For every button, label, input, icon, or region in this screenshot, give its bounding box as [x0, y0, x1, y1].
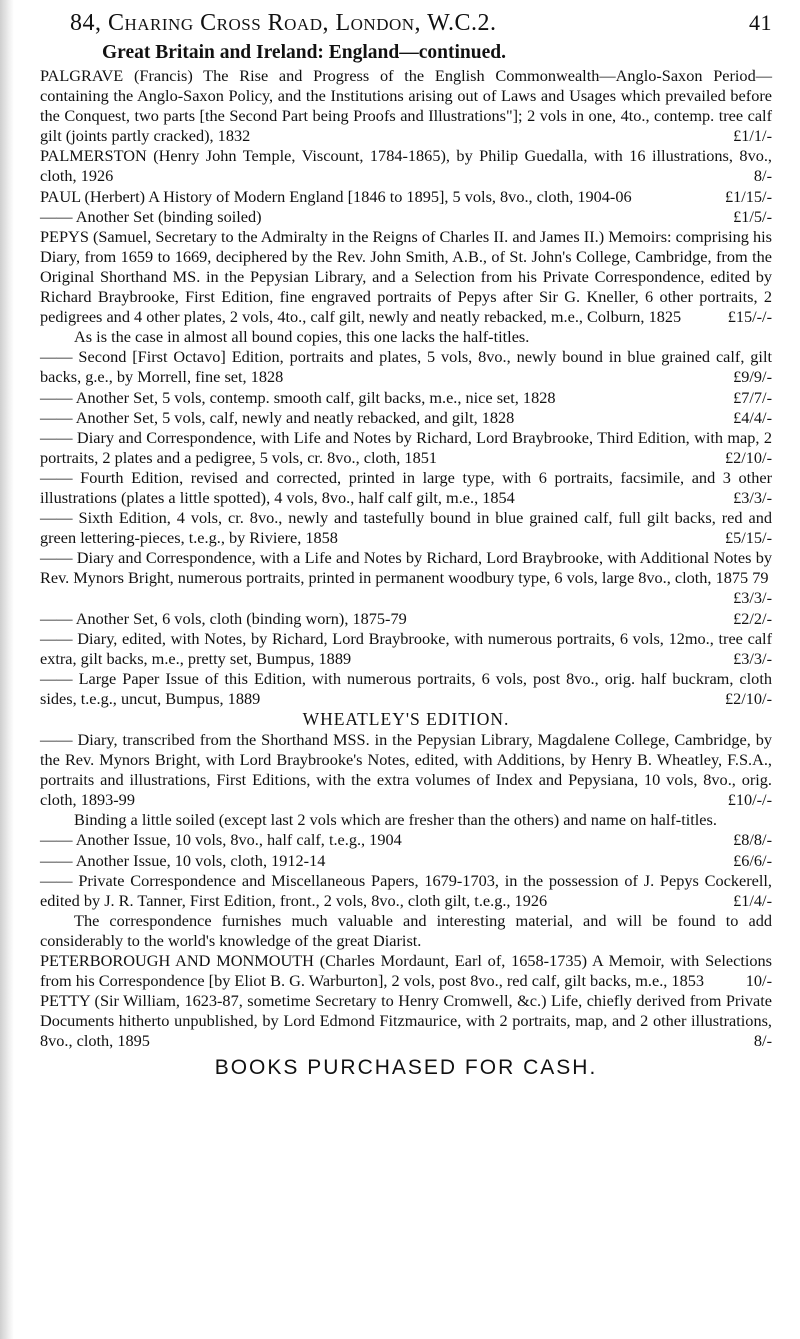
entry-price: £5/15/-	[724, 528, 772, 548]
entry-price: 8/-	[753, 1031, 772, 1051]
catalogue-entry	[40, 408, 772, 428]
entry-description: As is the case in almost all bound copies, this one lacks the half-titles.	[74, 327, 530, 347]
entry-description: —— Diary and Correspondence, with a Life and Notes by Richard, Lord Braybrooke, with Additional Notes by Rev. Mynors Bright, numerous portraits, printed in permanent woodbury type, 6 vols, large 8vo., cloth, 1875 79	[40, 548, 772, 588]
entry-description: PETERBOROUGH AND MONMOUTH (Charles Mordaunt, Earl of, 1658-1735) A Memoir, with Selections from his Correspondence [by Eliot B. G. Warburton], 2 vols, post 8vo., red calf, gilt backs, m.e., 1853	[40, 951, 772, 991]
footer-notice: BOOKS PURCHASED FOR CASH.	[214, 1055, 598, 1079]
entry-price: £3/3/-	[733, 487, 772, 507]
catalogue-entry	[40, 830, 772, 850]
entry-description: —— Another Issue, 10 vols, cloth, 1912-14	[40, 850, 326, 870]
entry-description: —— Large Paper Issue of this Edition, with numerous portraits, 6 vols, post 8vo., orig. half buckram, cloth sides, t.e.g., uncut, Bumpus, 1889	[40, 668, 772, 708]
entry-description: —— Another Set (binding soiled)	[40, 206, 262, 226]
entry-description: —— Another Set, 6 vols, cloth (binding worn), 1875-79	[40, 608, 407, 628]
entry-price: £2/10/-	[724, 447, 772, 467]
catalogue-entry	[40, 871, 772, 911]
entry-price: £1/5/-	[733, 206, 772, 226]
entry-description: —— Fourth Edition, revised and corrected, printed in large type, with 6 portraits, facsimile, and 3 other illustrations (plates a little spotted), 4 vols, 8vo., half calf gilt, m.e., 1854	[40, 467, 772, 507]
page-number: 84,	[70, 10, 102, 36]
entry-description: —— Sixth Edition, 4 vols, cr. 8vo., newly and tastefully bound in blue grained calf, full gilt backs, red and green lettering-pieces, t.e.g., by Riviere, 1858	[40, 508, 772, 548]
entry-price: £8/8/-	[733, 830, 772, 850]
catalogue-entry	[40, 227, 772, 327]
entry-description: —— Another Set, 5 vols, contemp. smooth calf, gilt backs, m.e., nice set, 1828	[40, 387, 556, 407]
catalogue-entry	[40, 187, 772, 207]
catalogue-entry	[40, 146, 772, 186]
catalogue-entry	[40, 810, 772, 830]
catalogue-entry	[40, 548, 772, 608]
section-title: Great Britain and Ireland: England—continued.	[102, 42, 506, 63]
catalogue-entry	[40, 428, 772, 468]
catalogue-entry	[40, 468, 772, 508]
entry-price: £10/-/-	[727, 790, 772, 810]
entry-description: —— Another Set, 5 vols, calf, newly and neatly rebacked, and gilt, 1828	[40, 407, 515, 427]
catalogue-entry	[40, 951, 772, 991]
entry-description: PALMERSTON (Henry John Temple, Viscount, 1784-1865), by Philip Guedalla, with 16 illustrations, 8vo., cloth, 1926	[40, 146, 772, 186]
catalogue-entry	[40, 66, 772, 146]
wheatley-heading: WHEATLEY'S EDITION.	[302, 709, 510, 729]
entry-description: PALGRAVE (Francis) The Rise and Progress of the English Commonwealth—Anglo-Saxon Period—containing the Anglo-Saxon Policy, and the Institutions arising out of Laws and Usages which prevailed before the Conquest, two parts [the Second Part being Proofs and Illustrations"]; 2 vols in one, 4to., contemp. tree calf gilt (joints partly cracked), 1832	[40, 66, 772, 146]
binding-shadow	[0, 0, 14, 1339]
entry-list	[40, 66, 772, 709]
entry-price: £3/3/-	[733, 648, 772, 668]
catalogue-entry	[40, 609, 772, 629]
entry-price: £1/15/-	[724, 186, 772, 206]
shop-address: Charing Cross Road, London, W.C.2.	[108, 10, 497, 36]
catalogue-entry	[40, 347, 772, 387]
catalogue-entry	[40, 207, 772, 227]
entry-price: £9/9/-	[733, 367, 772, 387]
entry-description: The correspondence furnishes much valuable and interesting material, and will be found to add considerably to the world's knowledge of the great Diarist.	[40, 910, 772, 950]
entry-description: —— Diary and Correspondence, with Life and Notes by Richard, Lord Braybrooke, Third Edition, with map, 2 portraits, 2 plates and a pedigree, 5 vols, cr. 8vo., cloth, 1851	[40, 427, 772, 467]
entry-price: £3/3/-	[733, 588, 772, 608]
catalogue-entry	[40, 669, 772, 709]
entry-description: —— Diary, edited, with Notes, by Richard, Lord Braybrooke, with numerous portraits, 6 vols, 12mo., tree calf extra, gilt backs, m.e., pretty set, Bumpus, 1889	[40, 628, 772, 668]
catalogue-entry	[40, 991, 772, 1051]
catalogue-entry	[40, 730, 772, 810]
entry-description: PEPYS (Samuel, Secretary to the Admiralty in the Reigns of Charles II. and James II.) Memoirs: comprising his Diary, from 1659 to 1669, deciphered by the Rev. John Smith, A.B., of St. John's College, Cambridge, from the Original Shorthand MS. in the Pepysian Library, and a Selection from his Private Correspondence, edited by Richard Braybrooke, First Edition, fine engraved portraits of Pepys after Sir G. Kneller, 6 other portraits, 2 pedigrees and 4 other plates, 2 vols, 4to., calf gilt, newly and neatly rebacked, m.e., Colburn, 1825	[40, 226, 772, 327]
entry-description: —— Diary, transcribed from the Shorthand MSS. in the Pepysian Library, Magdalene College, Cambridge, by the Rev. Mynors Bright, with Lord Braybrooke's Notes, edited, with Additions, by Henry B. Wheatley, F.S.A., portraits and illustrations, First Editions, with the extra volumes of Index and Pepysiana, 10 vols, 8vo., orig. cloth, 1893-99	[40, 730, 772, 810]
running-head	[40, 10, 772, 37]
catalogue-entry	[40, 327, 772, 347]
entry-price: £6/6/-	[733, 850, 772, 870]
catalogue-entry	[40, 388, 772, 408]
entry-description: —— Second [First Octavo] Edition, portraits and plates, 5 vols, 8vo., newly bound in blue grained calf, gilt backs, g.e., by Morrell, fine set, 1828	[40, 347, 772, 387]
entry-price: £15/-/-	[727, 307, 772, 327]
catalogue-entry	[40, 508, 772, 548]
entry-price: £7/7/-	[733, 387, 772, 407]
catalogue-entry	[40, 911, 772, 951]
entry-price: 8/-	[753, 166, 772, 186]
entry-description: Binding a little soiled (except last 2 vols which are fresher than the others) and name on half-titles.	[74, 810, 717, 830]
entry-description: —— Private Correspondence and Miscellaneous Papers, 1679-1703, in the possession of J. Pepys Cockerell, edited by J. R. Tanner, First Edition, front., 2 vols, 8vo., cloth gilt, t.e.g., 1926	[40, 870, 772, 910]
entry-description: —— Another Issue, 10 vols, 8vo., half calf, t.e.g., 1904	[40, 830, 402, 850]
entry-list-wheatley	[40, 730, 772, 1052]
entry-description: PAUL (Herbert) A History of Modern England [1846 to 1895], 5 vols, 8vo., cloth, 1904-06	[40, 186, 632, 206]
entry-description: PETTY (Sir William, 1623-87, sometime Secretary to Henry Cromwell, &c.) Life, chiefly derived from Private Documents hitherto unpublished, by Lord Edmond Fitzmaurice, with 2 portraits, map, and 2 other illustrations, 8vo., cloth, 1895	[40, 991, 772, 1051]
catalogue-entry	[40, 629, 772, 669]
entry-price: £1/4/-	[733, 890, 772, 910]
catalogue-entry	[40, 851, 772, 871]
entry-price: £4/4/-	[733, 407, 772, 427]
entry-price: 10/-	[745, 971, 772, 991]
catalogue-number: 41	[749, 10, 772, 35]
entry-price: £2/2/-	[733, 608, 772, 628]
running-head-title	[70, 10, 749, 37]
entry-price: £1/1/-	[733, 126, 772, 146]
entry-price: £2/10/-	[724, 688, 772, 708]
